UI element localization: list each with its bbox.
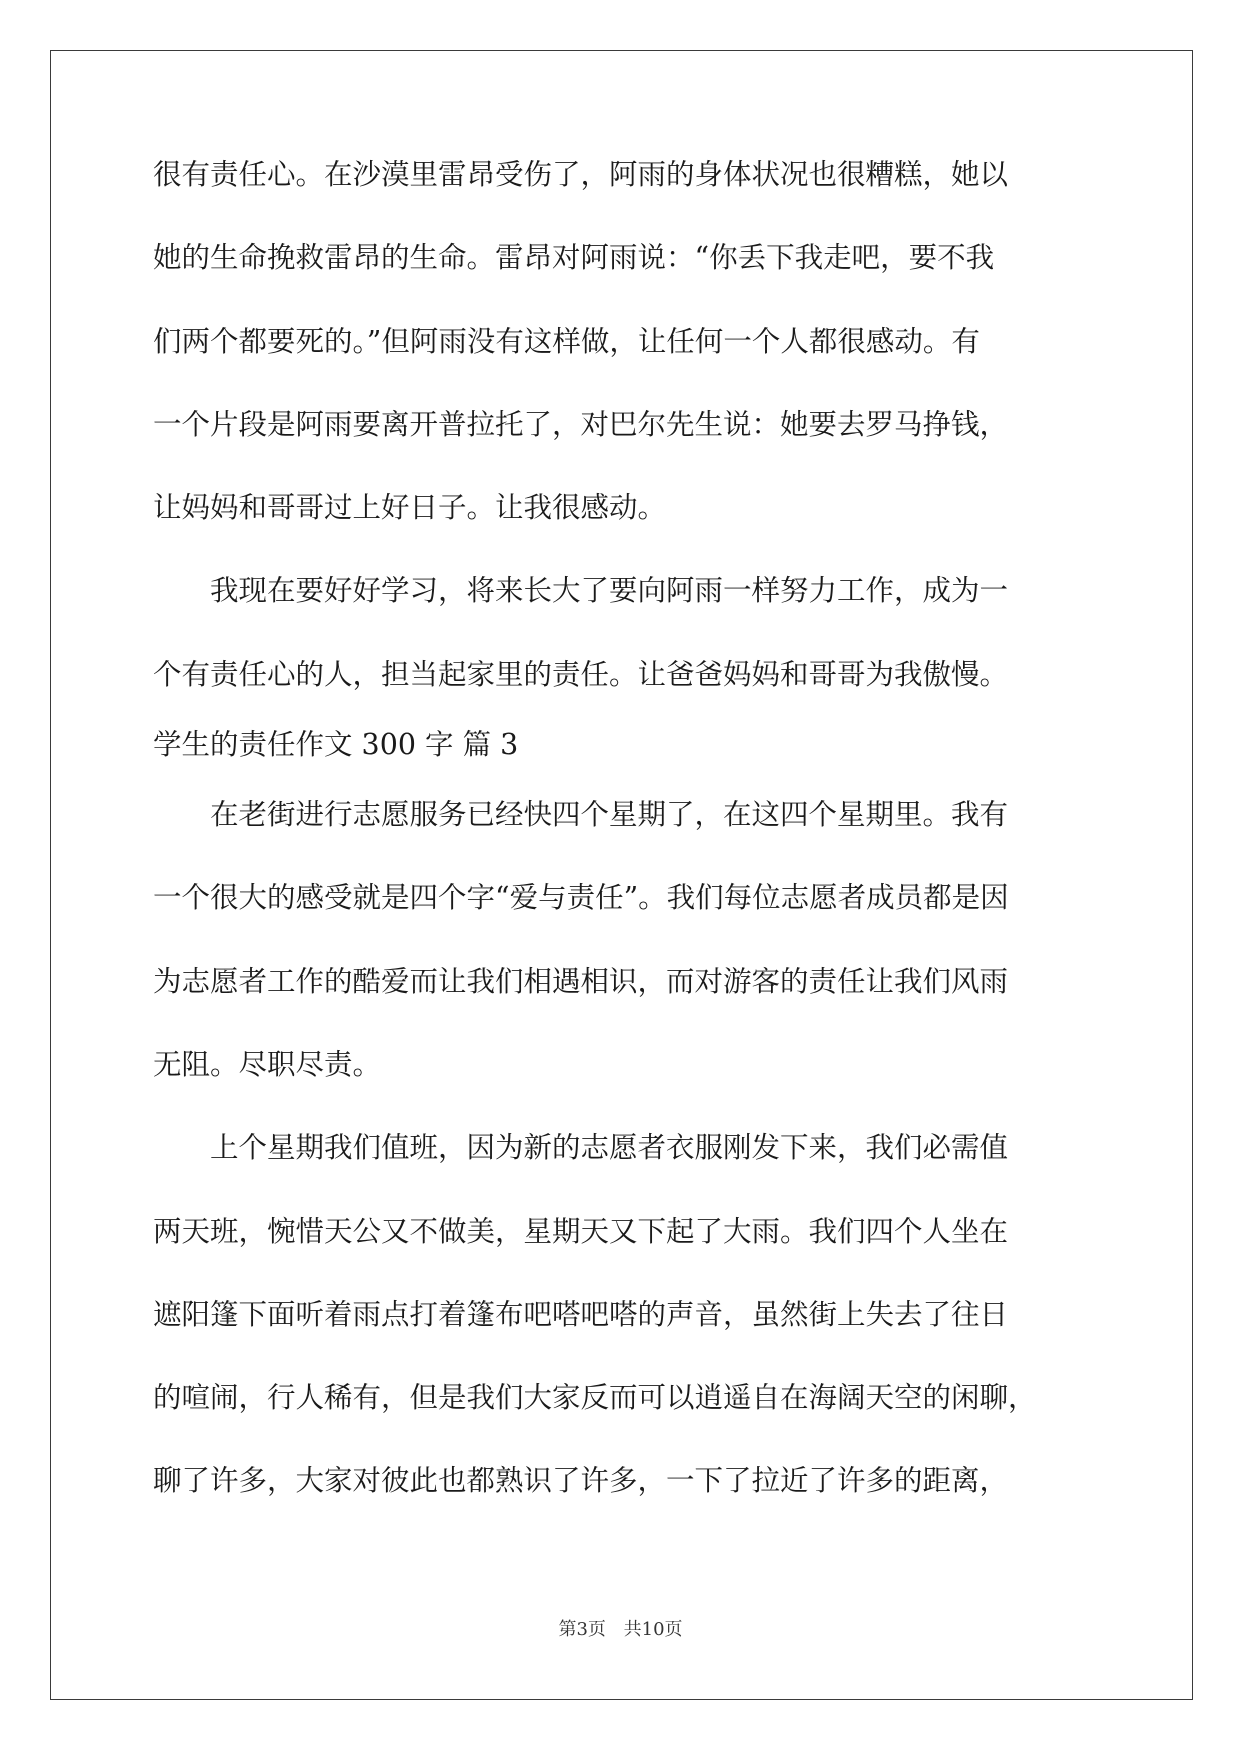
page-footer xyxy=(0,1615,1241,1641)
text-line: 遮阳篷下面听着雨点打着篷布吧嗒吧嗒的声音，虽然街上失去了往日 xyxy=(153,1297,1009,1331)
text-line: 聊了许多，大家对彼此也都熟识了许多，一下了拉近了许多的距离， xyxy=(153,1464,1009,1498)
text-line: 无阻。尽职尽责。 xyxy=(153,1047,382,1081)
text-line: 两天班，惋惜天公又不做美，星期天又下起了大雨。我们四个人坐在 xyxy=(153,1214,1009,1248)
total-pages: 共10页 xyxy=(623,1619,683,1640)
text-line: 们两个都要死的。”但阿雨没有这样做，让任何一个人都很感动。有 xyxy=(153,324,980,358)
section-heading: 学生的责任作文 300 字 篇 3 xyxy=(153,728,519,762)
text-line: 一个片段是阿雨要离开普拉托了，对巴尔先生说：她要去罗马挣钱， xyxy=(153,407,1009,441)
text-line: 的喧闹，行人稀有，但是我们大家反而可以逍遥自在海阔天空的闲聊， xyxy=(153,1381,1037,1415)
text-line: 为志愿者工作的酷爱而让我们相遇相识，而对游客的责任让我们风雨 xyxy=(153,964,1009,998)
text-line: 上个星期我们值班，因为新的志愿者衣服刚发下来，我们必需值 xyxy=(153,1131,1009,1165)
text-line: 很有责任心。在沙漠里雷昂受伤了，阿雨的身体状况也很糟糕，她以 xyxy=(153,158,1009,191)
text-line: 她的生命挽救雷昂的生命。雷昂对阿雨说：“你丢下我走吧，要不我 xyxy=(153,241,995,275)
text-line: 让妈妈和哥哥过上好日子。让我很感动。 xyxy=(153,491,667,525)
current-page-number: 第3页 xyxy=(558,1619,606,1640)
text-line: 个有责任心的人，担当起家里的责任。让爸爸妈妈和哥哥为我傲慢。 xyxy=(153,657,1009,691)
document-body xyxy=(153,155,1103,1545)
text-line: 在老街进行志愿服务已经快四个星期了，在这四个星期里。我有 xyxy=(153,798,1009,832)
text-line: 一个很大的感受就是四个字“爱与责任”。我们每位志愿者成员都是因 xyxy=(153,881,1009,915)
text-line: 我现在要好好学习，将来长大了要向阿雨一样努力工作，成为一 xyxy=(153,574,1009,608)
